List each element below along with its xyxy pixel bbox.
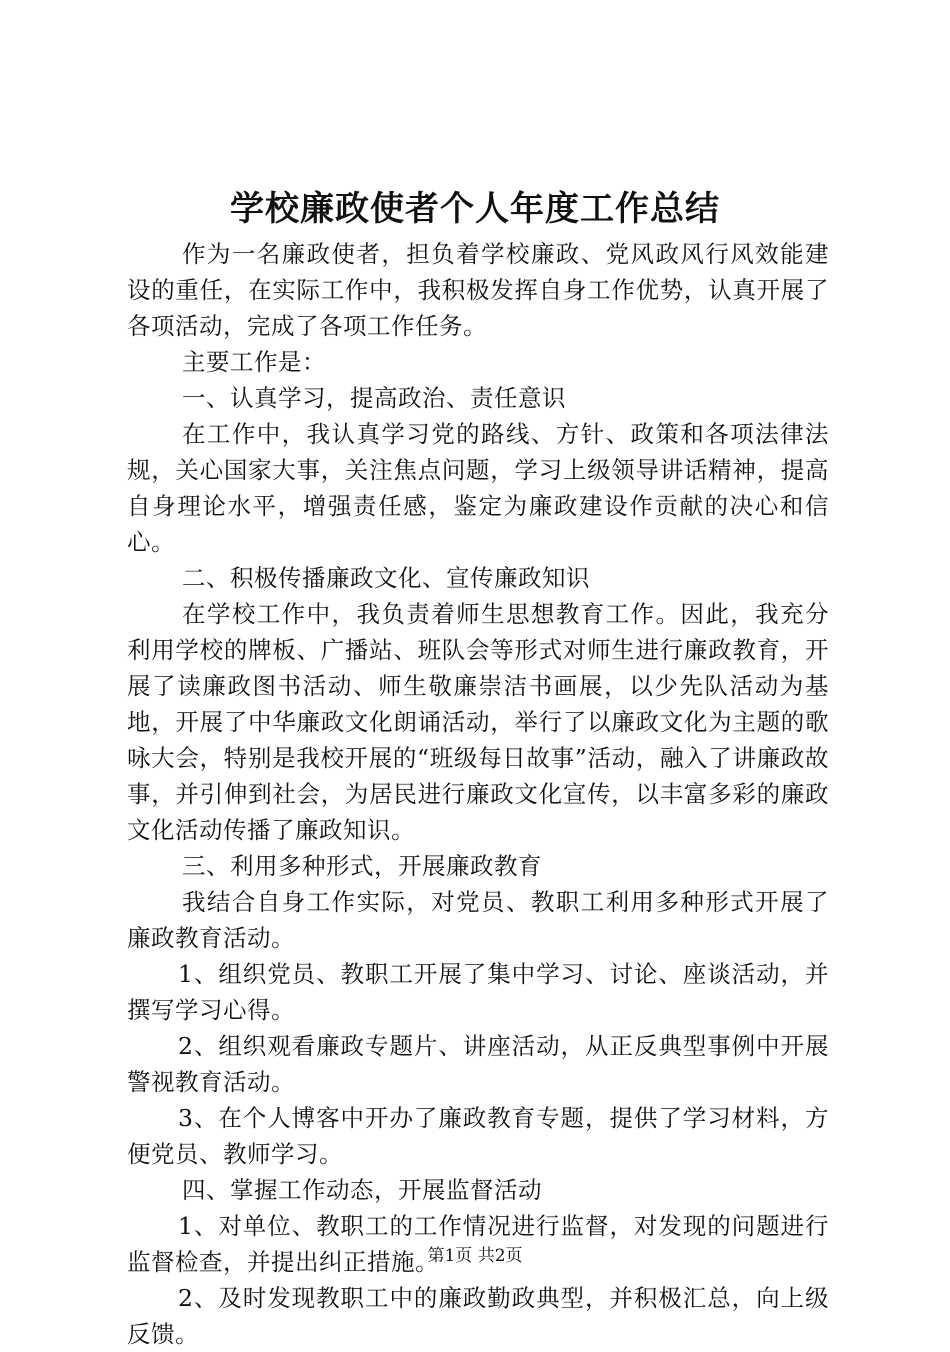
- paragraph: 在工作中，我认真学习党的路线、方针、政策和各项法律法规，关心国家大事，关注焦点问题，学习上级领导讲话精神，提高自身理论水平，增强责任感，鉴定为廉政建设作贡献的决心和信心。: [127, 420, 829, 556]
- paragraph: 主要工作是：: [182, 348, 326, 376]
- paragraph: 四、掌握工作动态，开展监督活动: [182, 1176, 542, 1204]
- document-body: [127, 236, 829, 1352]
- paragraph: 三、利用多种形式，开展廉政教育: [182, 852, 542, 880]
- paragraph: 2、及时发现教职工中的廉政勤政典型，并积极汇总，向上级反馈。: [127, 1284, 829, 1348]
- paragraph: 作为一名廉政使者，担负着学校廉政、党风政风行风效能建设的重任，在实际工作中，我积极发挥自身工作优势，认真开展了各项活动，完成了各项工作任务。: [127, 240, 829, 340]
- page-footer: 第1页 共2页: [427, 1246, 523, 1266]
- paragraph: 2、组织观看廉政专题片、讲座活动，从正反典型事例中开展警视教育活动。: [127, 1032, 829, 1096]
- paragraph: 一、认真学习，提高政治、责任意识: [182, 384, 566, 412]
- paragraph: 二、积极传播廉政文化、宣传廉政知识: [182, 564, 590, 592]
- paragraph: 1、对单位、教职工的工作情况进行监督，对发现的问题进行监督检查，并提出纠正措施。: [127, 1212, 829, 1276]
- document-title: 学校廉政使者个人年度工作总结: [230, 189, 720, 229]
- paragraph: 1、组织党员、教职工开展了集中学习、讨论、座谈活动，并撰写学习心得。: [127, 960, 829, 1024]
- paragraph: 我结合自身工作实际，对党员、教职工利用多种形式开展了廉政教育活动。: [127, 888, 829, 952]
- paragraph: 在学校工作中，我负责着师生思想教育工作。因此，我充分利用学校的牌板、广播站、班队会等形式对师生进行廉政教育，开展了读廉政图书活动、师生敬廉崇洁书画展，以少先队活动为基地，开展了中华廉政文化朗诵活动，举行了以廉政文化为主题的歌咏大会，特别是我校开展的“班级每日故事”活动，融入了讲廉政故事，并引伸到社会，为居民进行廉政文化宣传，以丰富多彩的廉政文化活动传播了廉政知识。: [127, 600, 829, 844]
- paragraph: 3、在个人博客中开办了廉政教育专题，提供了学习材料，方便党员、教师学习。: [127, 1104, 829, 1168]
